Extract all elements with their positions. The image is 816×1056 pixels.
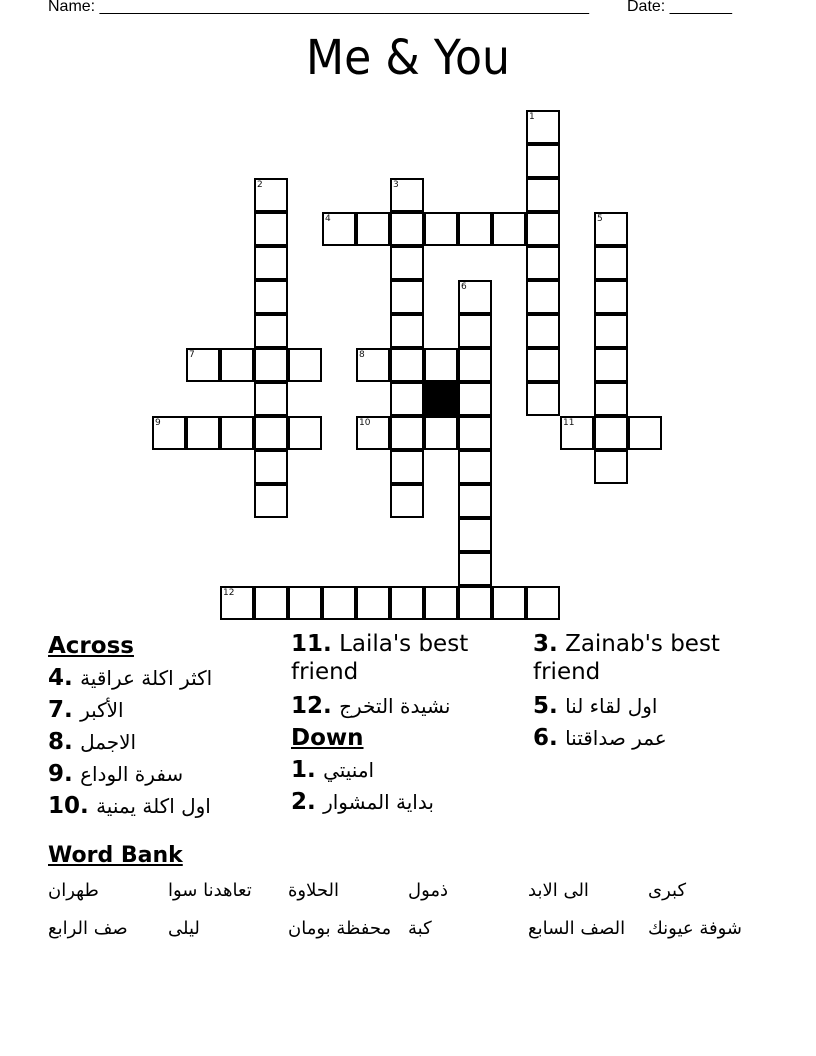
grid-cell[interactable] — [492, 212, 526, 246]
grid-cell[interactable] — [254, 280, 288, 314]
clue-number: 12 — [223, 588, 235, 598]
grid-cell[interactable] — [390, 212, 424, 246]
clue-down-2: 2. بداية المشوار — [291, 789, 434, 815]
grid-cell[interactable] — [492, 586, 526, 620]
grid-cell[interactable] — [594, 212, 628, 246]
grid-cell[interactable] — [594, 314, 628, 348]
clue-number: 1 — [529, 112, 535, 122]
grid-cell[interactable] — [424, 416, 458, 450]
clue-number: 10 — [359, 418, 371, 428]
grid-cell[interactable] — [458, 212, 492, 246]
grid-cell[interactable] — [254, 178, 288, 212]
grid-cell[interactable] — [526, 212, 560, 246]
grid-cell[interactable] — [322, 212, 356, 246]
word-bank-row-2 — [48, 918, 768, 948]
word-bank-item: تعاهدنا سوا — [168, 880, 252, 901]
grid-cell[interactable] — [254, 586, 288, 620]
grid-cell[interactable] — [526, 280, 560, 314]
grid-cell[interactable] — [594, 450, 628, 484]
grid-cell[interactable] — [390, 484, 424, 518]
grid-cell[interactable] — [594, 416, 628, 450]
grid-cell[interactable] — [254, 246, 288, 280]
word-bank-title: Word Bank — [48, 843, 183, 868]
grid-cell[interactable] — [254, 484, 288, 518]
across-heading: Across — [48, 633, 134, 659]
clue-number: 4 — [325, 214, 331, 224]
name-field-label[interactable]: Name: _______________________________________________________ — [48, 0, 589, 15]
grid-cell[interactable] — [254, 314, 288, 348]
grid-cell[interactable] — [390, 314, 424, 348]
clue-down-5: 5. اول لقاء لنا — [533, 693, 658, 719]
grid-cell[interactable] — [288, 348, 322, 382]
grid-cell[interactable] — [390, 348, 424, 382]
grid-cell[interactable] — [526, 110, 560, 144]
grid-cell[interactable] — [356, 348, 390, 382]
grid-cell[interactable] — [526, 246, 560, 280]
grid-cell[interactable] — [458, 450, 492, 484]
clue-number: 9 — [155, 418, 161, 428]
word-bank-item: كبرى — [648, 880, 687, 901]
grid-cell[interactable] — [458, 586, 492, 620]
clue-down-6: 6. عمر صداقتنا — [533, 725, 667, 751]
word-bank-item: ذمول — [408, 880, 449, 901]
grid-cell[interactable] — [356, 586, 390, 620]
word-bank-item: الحلاوة — [288, 880, 339, 901]
grid-cell[interactable] — [390, 178, 424, 212]
word-bank-item: محفظة بومان — [288, 918, 392, 939]
grid-cell[interactable] — [390, 450, 424, 484]
grid-cell[interactable] — [390, 416, 424, 450]
grid-cell[interactable] — [254, 212, 288, 246]
page-title: Me & You — [306, 30, 510, 86]
grid-cell[interactable] — [288, 416, 322, 450]
grid-cell[interactable] — [220, 586, 254, 620]
grid-cell[interactable] — [186, 416, 220, 450]
grid-cell[interactable] — [526, 348, 560, 382]
date-field-label[interactable]: Date: _______ — [627, 0, 732, 15]
grid-cell[interactable] — [356, 212, 390, 246]
grid-cell[interactable] — [254, 348, 288, 382]
grid-cell[interactable] — [526, 586, 560, 620]
grid-cell[interactable] — [390, 246, 424, 280]
clue-across-8: 8. الاجمل — [48, 729, 137, 755]
grid-cell[interactable] — [458, 552, 492, 586]
grid-cell[interactable] — [560, 416, 594, 450]
grid-cell[interactable] — [390, 382, 424, 416]
grid-cell[interactable] — [220, 348, 254, 382]
grid-cell[interactable] — [288, 586, 322, 620]
word-bank-item: ليلى — [168, 918, 200, 939]
clue-across-10: 10. اول اكلة يمنية — [48, 793, 211, 819]
clue-number: 2 — [257, 180, 263, 190]
down-heading: Down — [291, 725, 364, 751]
grid-cell[interactable] — [458, 348, 492, 382]
grid-cell[interactable] — [254, 450, 288, 484]
grid-cell[interactable] — [322, 586, 356, 620]
clues-column-2 — [291, 630, 527, 818]
word-bank-row-1 — [48, 880, 768, 910]
clue-across-11: 11. Laila's best friend — [291, 631, 469, 685]
grid-cell[interactable] — [424, 586, 458, 620]
clue-number: 6 — [461, 282, 467, 292]
word-bank-item: كبة — [408, 918, 432, 939]
clue-down-1: 1. امنيتي — [291, 757, 375, 783]
grid-cell[interactable] — [152, 416, 186, 450]
grid-cell-blocked — [424, 382, 458, 416]
grid-cell[interactable] — [526, 144, 560, 178]
clue-number: 11 — [563, 418, 575, 428]
grid-cell[interactable] — [594, 246, 628, 280]
clue-across-7: 7. الأكبر — [48, 697, 124, 723]
word-bank-item: صف الرابع — [48, 918, 128, 939]
grid-cell[interactable] — [458, 382, 492, 416]
grid-cell[interactable] — [458, 314, 492, 348]
grid-cell[interactable] — [594, 382, 628, 416]
grid-cell[interactable] — [526, 314, 560, 348]
grid-cell[interactable] — [526, 382, 560, 416]
clues-column-3 — [533, 630, 769, 754]
clue-number: 5 — [597, 214, 603, 224]
grid-cell[interactable] — [254, 382, 288, 416]
grid-cell[interactable] — [390, 280, 424, 314]
word-bank-item: طهران — [48, 880, 99, 901]
grid-cell[interactable] — [458, 416, 492, 450]
grid-cell[interactable] — [254, 416, 288, 450]
clue-number: 7 — [189, 350, 195, 360]
clue-number: 8 — [359, 350, 365, 360]
grid-cell[interactable] — [186, 348, 220, 382]
grid-cell[interactable] — [220, 416, 254, 450]
grid-cell[interactable] — [458, 518, 492, 552]
word-bank-item: الصف السابع — [528, 918, 626, 939]
clue-number: 3 — [393, 180, 399, 190]
clue-across-12: 12. نشيدة التخرج — [291, 693, 451, 719]
grid-cell[interactable] — [458, 280, 492, 314]
word-bank-item: الى الابد — [528, 880, 589, 901]
grid-cell[interactable] — [458, 484, 492, 518]
clue-across-4: 4. اكثر اكلة عراقية — [48, 665, 213, 691]
word-bank-item: شوفة عيونك — [648, 918, 743, 939]
grid-cell[interactable] — [594, 348, 628, 382]
clues-column-1 — [48, 630, 284, 822]
grid-cell[interactable] — [424, 212, 458, 246]
grid-cell[interactable] — [526, 178, 560, 212]
clue-across-9: 9. سفرة الوداع — [48, 761, 184, 787]
grid-cell[interactable] — [390, 586, 424, 620]
grid-cell[interactable] — [594, 280, 628, 314]
grid-cell[interactable] — [356, 416, 390, 450]
grid-cell[interactable] — [424, 348, 458, 382]
grid-cell[interactable] — [628, 416, 662, 450]
clue-down-3: 3. Zainab's best friend — [533, 631, 720, 685]
